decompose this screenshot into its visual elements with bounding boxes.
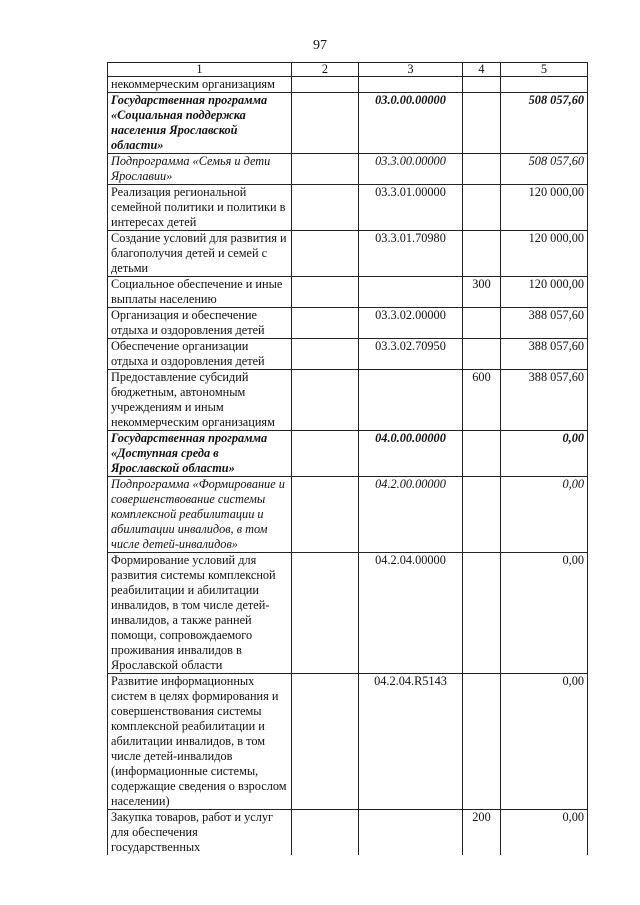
expense-type-cell [463,339,501,370]
col2-cell [292,339,359,370]
expense-type-cell [463,231,501,277]
amount-cell: 508 057,60 [501,93,588,154]
table-row [108,77,588,93]
code-cell [359,277,463,308]
table-row [108,674,588,810]
expense-type-cell [463,308,501,339]
code-cell: 04.0.00.00000 [359,431,463,477]
column-header: 3 [359,63,463,77]
table-row [108,154,588,185]
col2-cell [292,77,359,93]
col2-cell [292,277,359,308]
col2-cell [292,370,359,431]
col2-cell [292,308,359,339]
code-cell: 04.2.04.R5143 [359,674,463,810]
expense-type-cell: 600 [463,370,501,431]
col2-cell [292,477,359,553]
name-cell: Обеспечение организации отдыха и оздоровления детей [108,339,292,370]
code-cell: 04.2.00.00000 [359,477,463,553]
budget-table [107,62,588,855]
name-cell: Подпрограмма «Семья и дети Ярославии» [108,154,292,185]
expense-type-cell: 300 [463,277,501,308]
col2-cell [292,431,359,477]
code-cell: 03.3.02.00000 [359,308,463,339]
expense-type-cell: 200 [463,810,501,856]
expense-type-cell [463,431,501,477]
table-row [108,231,588,277]
amount-cell [501,77,588,93]
amount-cell: 0,00 [501,810,588,856]
amount-cell: 120 000,00 [501,277,588,308]
col2-cell [292,231,359,277]
amount-cell: 388 057,60 [501,308,588,339]
table-row [108,93,588,154]
name-cell: Подпрограмма «Формирование и совершенствование системы комплексной реабилитации и абилитации инвалидов, в том числе детей-инвалидов» [108,477,292,553]
name-cell: Социальное обеспечение и иные выплаты населению [108,277,292,308]
table-row [108,553,588,674]
table-row [108,185,588,231]
amount-cell: 508 057,60 [501,154,588,185]
expense-type-cell [463,477,501,553]
expense-type-cell [463,93,501,154]
amount-cell: 0,00 [501,674,588,810]
name-cell: некоммерческим организациям [108,77,292,93]
expense-type-cell [463,674,501,810]
amount-cell: 388 057,60 [501,339,588,370]
name-cell: Закупка товаров, работ и услуг для обеспечения государственных [108,810,292,856]
code-cell: 04.2.04.00000 [359,553,463,674]
code-cell: 03.0.00.00000 [359,93,463,154]
amount-cell: 388 057,60 [501,370,588,431]
name-cell: Формирование условий для развития системы комплексной реабилитации и абилитации инвалидов, в том числе детей-инвалидов, а также ранней помощи, сопровождаемого проживания инвалидов в Ярославской области [108,553,292,674]
amount-cell: 0,00 [501,431,588,477]
code-cell [359,370,463,431]
code-cell: 03.3.00.00000 [359,154,463,185]
name-cell: Государственная программа «Социальная поддержка населения Ярославской области» [108,93,292,154]
table-row [108,308,588,339]
name-cell: Создание условий для развития и благополучия детей и семей с детьми [108,231,292,277]
code-cell [359,77,463,93]
column-header: 1 [108,63,292,77]
table-row [108,277,588,308]
column-header: 5 [501,63,588,77]
code-cell: 03.3.01.00000 [359,185,463,231]
column-header: 2 [292,63,359,77]
amount-cell: 0,00 [501,553,588,674]
code-cell [359,810,463,856]
table-header-row [108,63,588,77]
name-cell: Государственная программа «Доступная среда в Ярославской области» [108,431,292,477]
expense-type-cell [463,553,501,674]
column-header: 4 [463,63,501,77]
expense-type-cell [463,77,501,93]
table-row [108,477,588,553]
code-cell: 03.3.02.70950 [359,339,463,370]
col2-cell [292,185,359,231]
table-row [108,339,588,370]
col2-cell [292,810,359,856]
name-cell: Организация и обеспечение отдыха и оздоровления детей [108,308,292,339]
name-cell: Предоставление субсидий бюджетным, автономным учреждениям и иным некоммерческим организациям [108,370,292,431]
col2-cell [292,154,359,185]
page-number: 97 [313,38,327,53]
expense-type-cell [463,185,501,231]
col2-cell [292,553,359,674]
table-row [108,431,588,477]
col2-cell [292,93,359,154]
code-cell: 03.3.01.70980 [359,231,463,277]
name-cell: Развитие информационных систем в целях формирования и совершенствования системы комплексной реабилитации и абилитации инвалидов, в том числе детей-инвалидов (информационные системы, содержащие сведения о взрослом населении) [108,674,292,810]
amount-cell: 0,00 [501,477,588,553]
expense-type-cell [463,154,501,185]
amount-cell: 120 000,00 [501,185,588,231]
table-row [108,370,588,431]
amount-cell: 120 000,00 [501,231,588,277]
name-cell: Реализация региональной семейной политики и политики в интересах детей [108,185,292,231]
col2-cell [292,674,359,810]
table-row [108,810,588,856]
